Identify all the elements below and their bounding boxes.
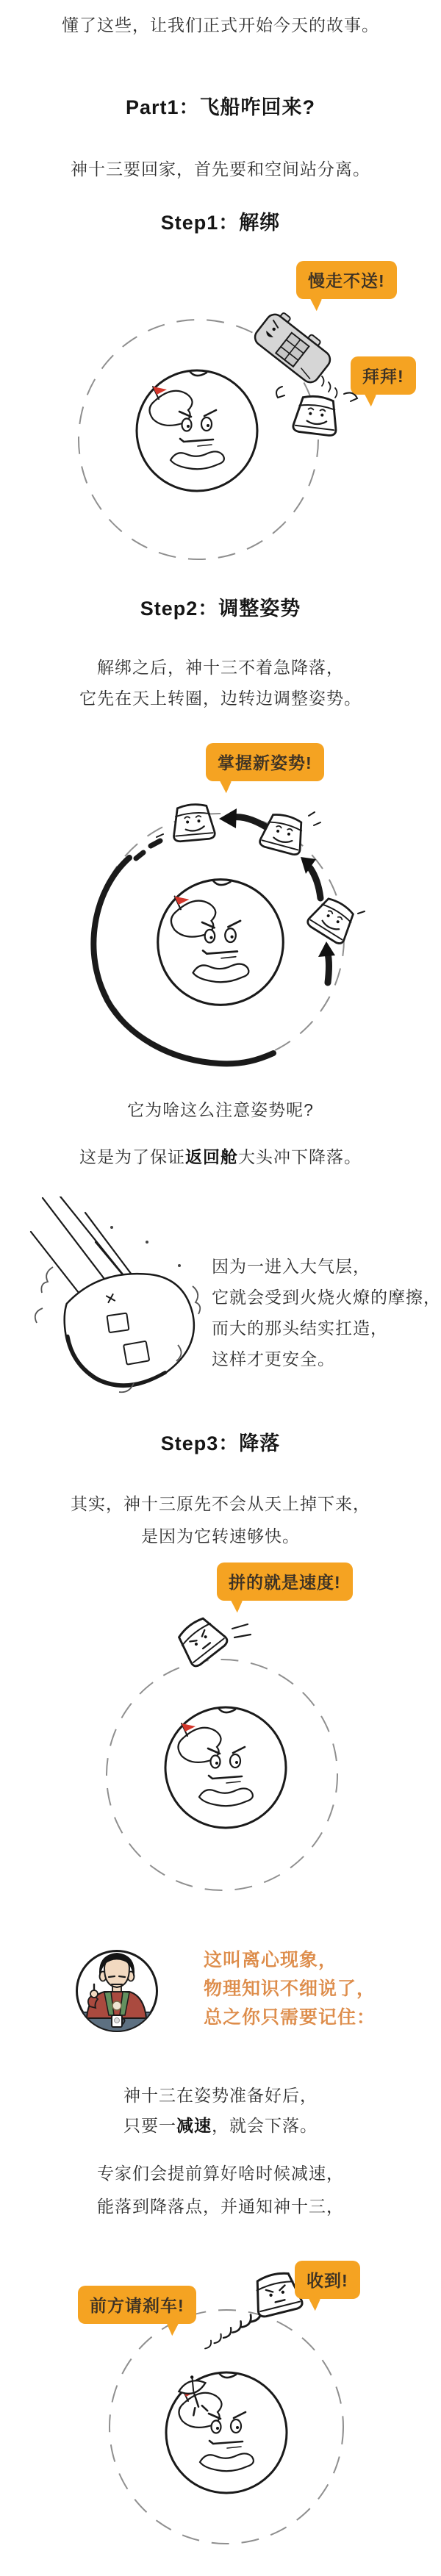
landing-line2: 只要一减速，就会下落。 — [123, 2116, 318, 2135]
speech-bubble-speed — [217, 1563, 353, 1601]
speech-bubble-roger — [295, 2261, 360, 2299]
speech-bubble-attitude — [206, 743, 324, 781]
step2-title: Step2：调整姿势 — [140, 598, 301, 620]
rotation-arc-dashes — [136, 841, 160, 858]
scene-brake-notice — [0, 2249, 441, 2576]
step2-answer: 这是为了保证返回舱大头冲下降落。 — [79, 1147, 362, 1166]
scene-step3-speed — [0, 1607, 441, 1918]
step2-question: 它为啥这么注意姿势呢? — [127, 1100, 314, 1119]
decelerate-bold: 减速 — [176, 2116, 212, 2135]
space-station-icon — [251, 307, 337, 386]
expert-text-block — [204, 1946, 376, 2032]
speech-bubble-capsule-text: 拜拜! — [362, 367, 404, 386]
return-capsule-icon — [259, 811, 307, 855]
answer-bold: 返回舱 — [185, 1147, 238, 1166]
narrator-avatar — [74, 1948, 160, 2034]
return-capsule-icon — [173, 1612, 229, 1668]
scene-reentry-friction — [22, 1196, 220, 1410]
speech-bubble-brake — [78, 2286, 196, 2324]
step2-line1: 解绑之后，神十三不着急降落， — [97, 658, 344, 677]
speech-bubble-brake-text: 前方请刹车! — [90, 2296, 184, 2315]
reentry-line: 它就会受到火烧火燎的摩擦， — [212, 1288, 441, 1307]
return-capsule-icon — [293, 394, 340, 436]
intro-line: 懂了这些，让我们正式开始今天的故事。 — [62, 15, 379, 35]
landing-line1: 神十三在姿势准备好后， — [123, 2086, 318, 2105]
return-capsule-icon — [171, 803, 215, 842]
step1-title: Step1：解绑 — [160, 212, 281, 234]
part1-title: Part1：飞船咋回来? — [125, 96, 316, 118]
expert-line: 物理知识不细说了， — [204, 1978, 376, 1999]
landing-line4: 能落到降落点，并通知神十三， — [97, 2197, 344, 2216]
reentry-text-block — [212, 1251, 441, 1374]
reentry-capsule — [54, 1258, 208, 1401]
earth-cartoon — [158, 880, 284, 1005]
step2-line2: 它先在天上转圈，边转边调整姿势。 — [79, 689, 362, 708]
step3-line1: 其实，神十三原先不会从天上掉下来， — [71, 1494, 370, 1513]
reentry-line: 因为一进入大气层， — [212, 1257, 370, 1276]
radio-waves-icon — [205, 2308, 264, 2350]
speech-bubble-station — [296, 261, 397, 299]
rotation-arrow-right-upper — [301, 857, 320, 898]
step3-title: Step3：降落 — [160, 1432, 281, 1454]
reentry-line: 这样才更安全。 — [212, 1349, 335, 1368]
speech-bubble-capsule — [351, 356, 416, 395]
landing-line3: 专家们会提前算好啥时候减速， — [97, 2164, 344, 2183]
rotation-arrow-right-lower — [318, 941, 335, 983]
part1-lead: 神十三要回家，首先要和空间站分离。 — [71, 159, 370, 179]
speech-bubble-station-text: 慢走不送! — [308, 271, 385, 290]
earth-cartoon — [165, 1707, 286, 1828]
earth-cartoon — [137, 370, 257, 491]
rotation-arrow-top — [219, 808, 270, 830]
speed-marks — [232, 1624, 251, 1637]
reentry-line: 而大的那头结实扛造， — [212, 1319, 388, 1338]
expert-line: 总之你只需要记住： — [204, 2007, 376, 2028]
speech-bubble-roger-text: 收到! — [306, 2271, 348, 2290]
speech-bubble-attitude-text: 掌握新姿势! — [218, 753, 312, 772]
hoodie-badge — [112, 2001, 121, 2010]
step3-line2: 是因为它转速够快。 — [141, 1526, 300, 1546]
expert-line: 这叫离心现象， — [204, 1950, 338, 1970]
return-capsule-icon — [306, 894, 359, 946]
speech-bubble-speed-text: 拼的就是速度! — [229, 1573, 341, 1592]
